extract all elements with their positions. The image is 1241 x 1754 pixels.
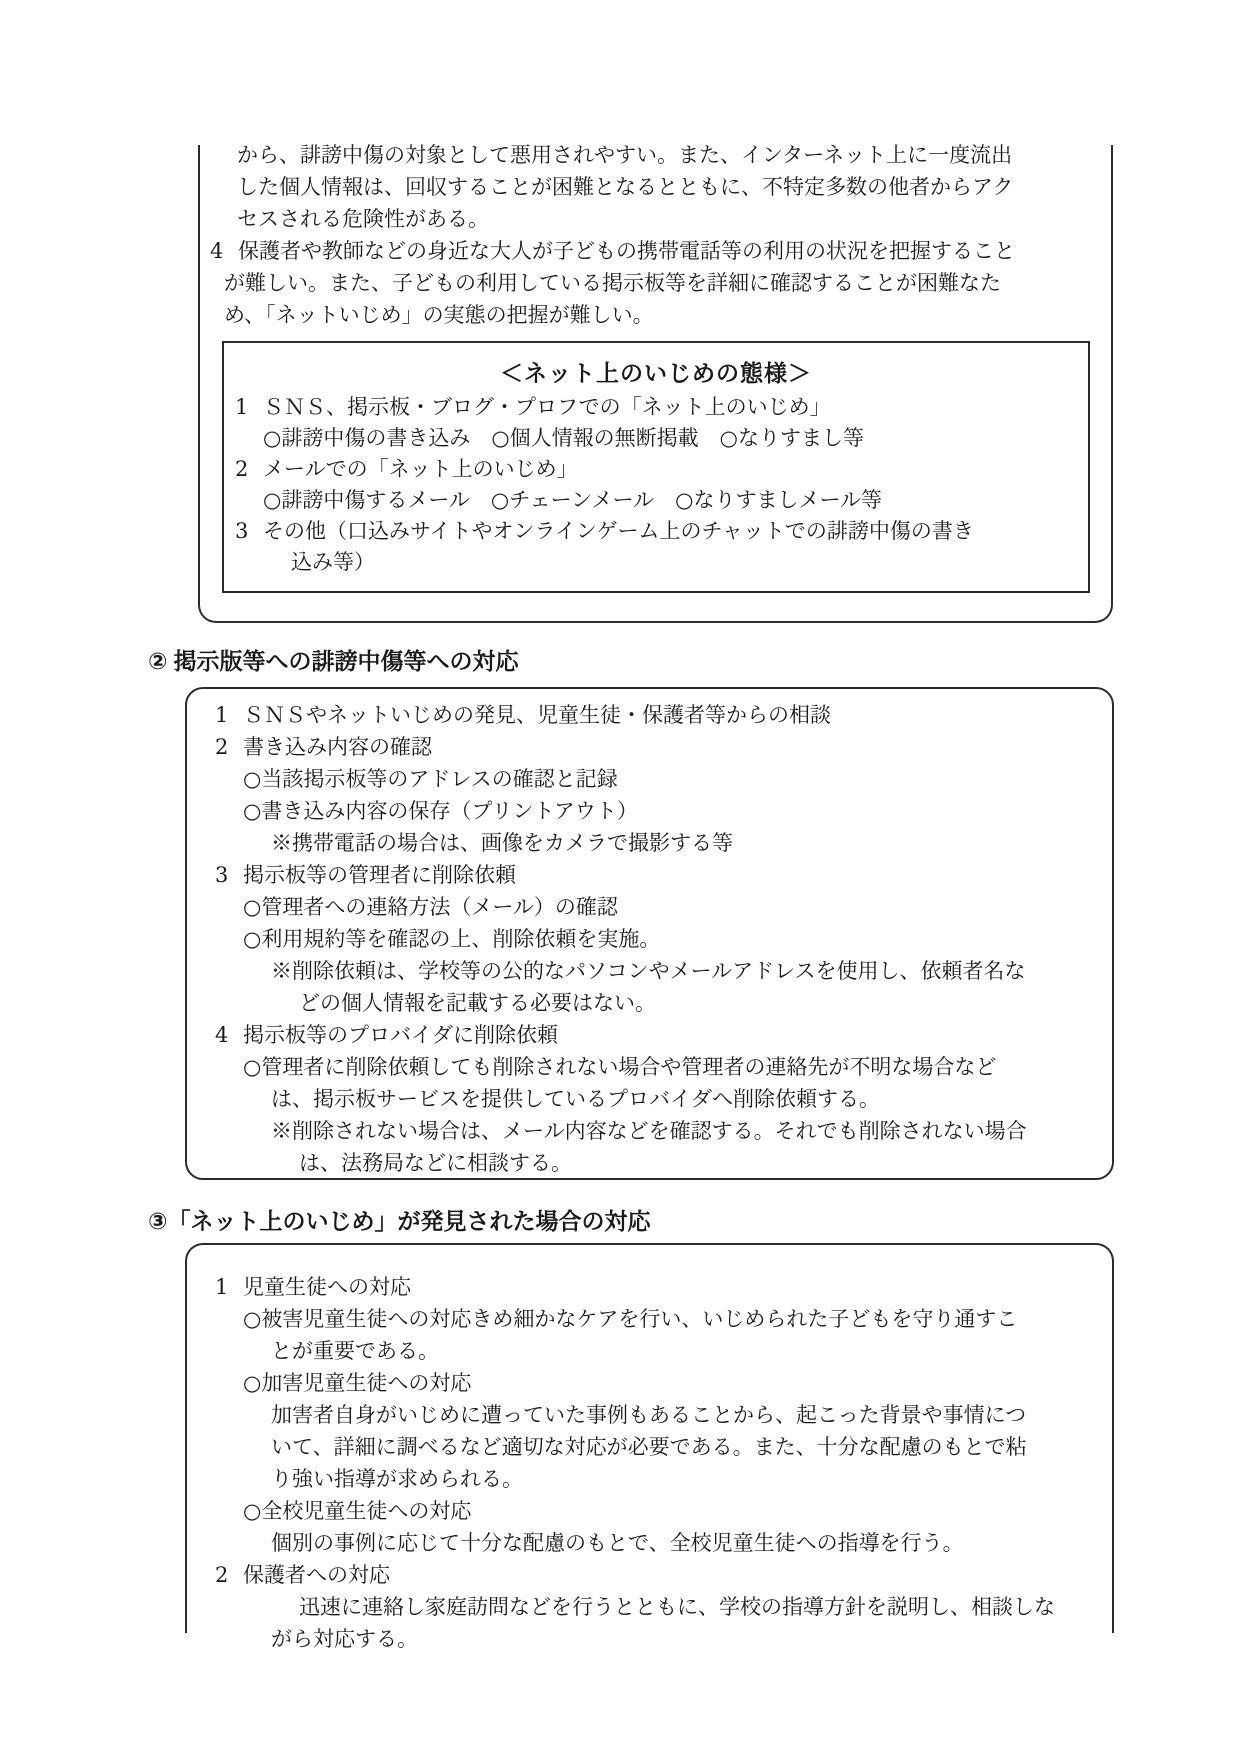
text-line bbox=[224, 392, 1088, 423]
item-number: 2 bbox=[235, 457, 249, 481]
section-heading-defamation-response bbox=[148, 643, 518, 676]
net-bullying-issues-box bbox=[198, 145, 1113, 623]
line-text: り強い指導が求められる。 bbox=[271, 1467, 523, 1491]
line-text: ○誹謗中傷するメール ○チェーンメール ○なりすましメール等 bbox=[263, 488, 883, 512]
text-line bbox=[187, 1527, 1112, 1559]
defamation-response-box bbox=[185, 687, 1114, 1180]
line-text: から、誹謗中傷の対象として悪用されやすい。また、インターネット上に一度流出 bbox=[237, 143, 1013, 167]
line-text: メールでの「ネット上のいじめ」 bbox=[263, 457, 578, 481]
line-text: ○管理者への連絡方法（メール）の確認 bbox=[243, 895, 618, 919]
line-text: は、法務局などに相談する。 bbox=[299, 1151, 572, 1175]
line-text: 加害者自身がいじめに遭っていた事例もあることから、起こった背景や事情につ bbox=[271, 1403, 1027, 1427]
discovered-response-box bbox=[185, 1243, 1114, 1651]
section-heading-discovered-response bbox=[148, 1203, 650, 1236]
section-2-title: 掲示版等への誹謗中傷等への対応 bbox=[173, 649, 519, 675]
text-line bbox=[187, 1591, 1112, 1623]
text-line bbox=[187, 763, 1112, 795]
line-text: ○当該掲示板等のアドレスの確認と記録 bbox=[243, 767, 618, 791]
line-text: 込み等） bbox=[291, 550, 375, 574]
text-line bbox=[224, 516, 1088, 547]
text-line bbox=[187, 955, 1112, 987]
line-text: 書き込み内容の確認 bbox=[243, 735, 432, 759]
item-number: 1 bbox=[215, 1275, 229, 1299]
text-line bbox=[200, 139, 1111, 171]
line-text: ○管理者に削除依頼しても削除されない場合や管理者の連絡先が不明な場合など bbox=[243, 1055, 997, 1079]
item-number: 4 bbox=[215, 1023, 229, 1047]
section-3-title: 「ネット上のいじめ」が発見された場合の対応 bbox=[167, 1209, 651, 1235]
line-text: ○加害児童生徒への対応 bbox=[243, 1371, 472, 1395]
circled-number-3: ③ bbox=[148, 1209, 168, 1235]
text-line bbox=[187, 827, 1112, 859]
line-text: した個人情報は、回収することが困難となるとともに、不特定多数の他者からアク bbox=[237, 175, 1014, 199]
line-text: ※削除されない場合は、メール内容などを確認する。それでも削除されない場合 bbox=[271, 1119, 1027, 1143]
line-text: ＳＮＳ、掲示板・ブログ・プロフでの「ネット上のいじめ」 bbox=[263, 395, 831, 419]
line-text: とが重要である。 bbox=[271, 1339, 439, 1363]
line-text: め、「ネットいじめ」の実態の把握が難しい。 bbox=[224, 303, 654, 327]
line-text: 保護者や教師などの身近な大人が子どもの携帯電話等の利用の状況を把握すること bbox=[238, 239, 1015, 263]
discovered-response-text-block bbox=[187, 1245, 1112, 1655]
defamation-response-text-block bbox=[187, 689, 1112, 1179]
line-text: ○利用規約等を確認の上、削除依頼を実施。 bbox=[243, 927, 661, 951]
item-number: 1 bbox=[235, 395, 249, 419]
issues-text-block bbox=[200, 139, 1111, 331]
text-line bbox=[187, 699, 1112, 731]
line-text: 児童生徒への対応 bbox=[243, 1275, 411, 1299]
text-line bbox=[187, 1399, 1112, 1431]
line-text: 掲示板等のプロバイダに削除依頼 bbox=[243, 1023, 558, 1047]
item-number: 1 bbox=[215, 703, 229, 727]
text-line bbox=[187, 1019, 1112, 1051]
text-line bbox=[200, 235, 1111, 267]
item-number: 4 bbox=[210, 239, 224, 263]
text-line bbox=[187, 987, 1112, 1019]
text-line bbox=[187, 1115, 1112, 1147]
net-bullying-forms-box bbox=[222, 341, 1090, 593]
text-line bbox=[187, 1303, 1112, 1335]
text-line bbox=[187, 1431, 1112, 1463]
line-text: ＳＮＳやネットいじめの発見、児童生徒・保護者等からの相談 bbox=[243, 703, 831, 727]
text-line bbox=[187, 1051, 1112, 1083]
line-text: ○全校児童生徒への対応 bbox=[243, 1499, 472, 1523]
line-text: ○誹謗中傷の書き込み ○個人情報の無断掲載 ○なりすまし等 bbox=[263, 426, 864, 450]
text-line bbox=[187, 923, 1112, 955]
text-line bbox=[200, 299, 1111, 331]
text-line bbox=[224, 454, 1088, 485]
text-line bbox=[224, 485, 1088, 516]
forms-text-block bbox=[224, 392, 1088, 578]
text-line bbox=[187, 1083, 1112, 1115]
text-line bbox=[187, 1559, 1112, 1591]
item-number: 2 bbox=[215, 1563, 229, 1587]
line-text: どの個人情報を記載する必要はない。 bbox=[299, 991, 656, 1015]
item-number: 3 bbox=[235, 519, 249, 543]
item-number: 2 bbox=[215, 735, 229, 759]
text-line bbox=[187, 859, 1112, 891]
line-text: が難しい。また、子どもの利用している掲示板等を詳細に確認することが困難なた bbox=[224, 271, 1001, 295]
text-line bbox=[187, 1335, 1112, 1367]
text-line bbox=[200, 171, 1111, 203]
text-line bbox=[187, 1271, 1112, 1303]
text-line bbox=[187, 1463, 1112, 1495]
line-text: ○書き込み内容の保存（プリントアウト） bbox=[243, 799, 638, 823]
text-line bbox=[187, 731, 1112, 763]
line-text: セスされる危険性がある。 bbox=[237, 207, 489, 231]
line-text: 掲示板等の管理者に削除依頼 bbox=[243, 863, 516, 887]
text-line bbox=[200, 267, 1111, 299]
line-text: ○被害児童生徒への対応きめ細かなケアを行い、いじめられた子どもを守り通すこ bbox=[243, 1307, 1018, 1331]
line-text: その他（口込みサイトやオンラインゲーム上のチャットでの誹謗中傷の書き bbox=[263, 519, 974, 543]
line-text: いて、詳細に調べるなど適切な対応が必要である。また、十分な配慮のもとで粘 bbox=[271, 1435, 1027, 1459]
text-line bbox=[187, 1147, 1112, 1179]
text-line bbox=[187, 795, 1112, 827]
line-text: ※削除依頼は、学校等の公的なパソコンやメールアドレスを使用し、依頼者名な bbox=[271, 959, 1026, 983]
text-line bbox=[187, 1495, 1112, 1527]
line-text: 迅速に連絡し家庭訪問などを行うとともに、学校の指導方針を説明し、相談しな bbox=[299, 1595, 1055, 1619]
text-line bbox=[187, 1367, 1112, 1399]
line-text: 保護者への対応 bbox=[243, 1563, 390, 1587]
line-text: は、掲示板サービスを提供しているプロバイダへ削除依頼する。 bbox=[271, 1087, 880, 1111]
item-number: 3 bbox=[215, 863, 229, 887]
text-line bbox=[187, 1623, 1112, 1655]
text-line bbox=[224, 423, 1088, 454]
circled-number-2: ② bbox=[148, 649, 168, 675]
text-line bbox=[187, 891, 1112, 923]
line-text: がら対応する。 bbox=[271, 1627, 418, 1651]
text-line bbox=[200, 203, 1111, 235]
line-text: 個別の事例に応じて十分な配慮のもとで、全校児童生徒への指導を行う。 bbox=[271, 1531, 964, 1555]
line-text: ※携帯電話の場合は、画像をカメラで撮影する等 bbox=[271, 831, 733, 855]
text-line bbox=[224, 547, 1088, 578]
forms-box-title: ＜ネット上のいじめの態様＞ bbox=[500, 361, 812, 387]
